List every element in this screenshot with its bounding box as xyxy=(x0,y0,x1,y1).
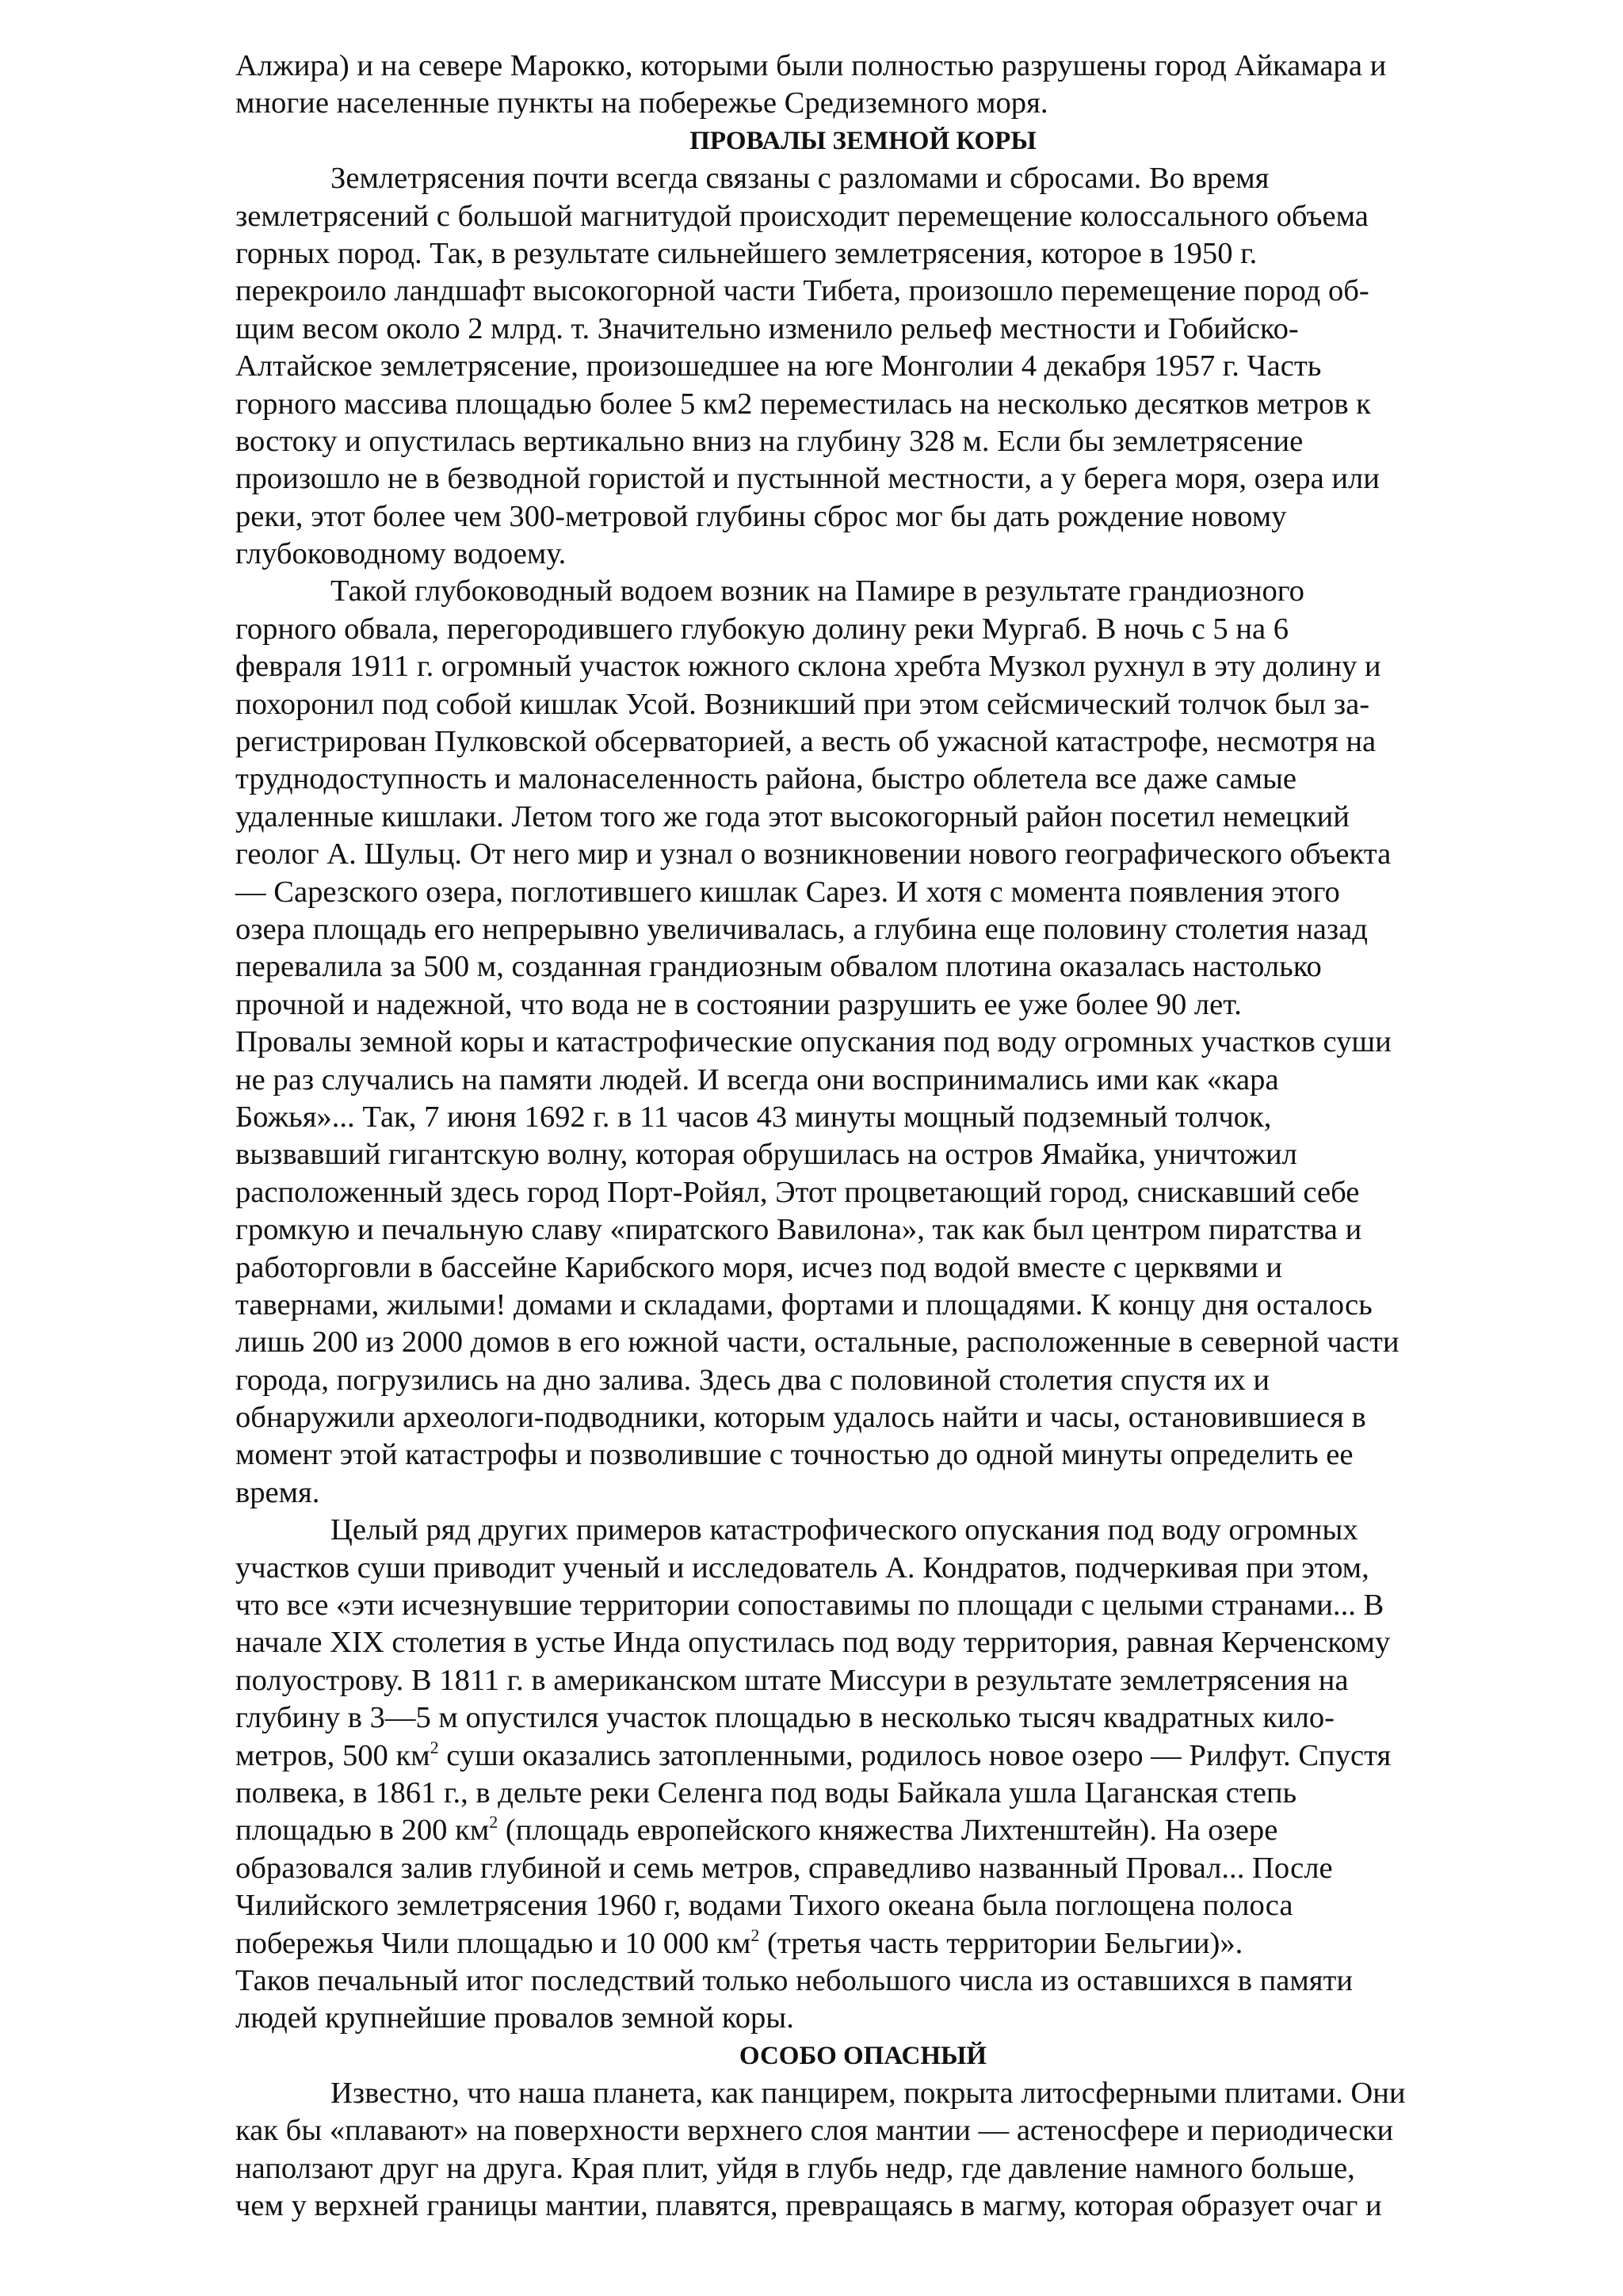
text-fragment: (площадь европейского княжества Лихтенштейн). На озере xyxy=(498,1814,1278,1848)
text-line xyxy=(235,1812,1491,1849)
text-line: расположенный здесь город Порт-Ройял, Этот процветающий город, снискавший себе xyxy=(235,1175,1360,1209)
text-line: удаленные кишлаки. Летом того же года этот высокогорный район посетил немецкий xyxy=(235,799,1350,833)
text-line: труднодоступность и малонаселенность района, быстро облетела все даже самые xyxy=(235,762,1297,796)
text-line xyxy=(235,1925,1491,1962)
text-line: озера площадь его непрерывно увеличивалась, а глубина еще половину столетия назад xyxy=(235,912,1368,946)
superscript: 2 xyxy=(430,1737,439,1757)
text-line: Алтайское землетрясение, произошедшее на юге Монголии 4 декабря 1957 г. Часть xyxy=(235,349,1322,383)
text-line: похоронил под собой кишлак Усой. Возникший при этом сейсмический толчок был за- xyxy=(235,687,1370,721)
text-line: горных пород. Так, в результате сильнейшего землетрясения, которое в 1950 г. xyxy=(235,236,1258,270)
text-line: — Сарезского озера, поглотившего кишлак Сарез. И хотя с момента появления этого xyxy=(235,875,1340,909)
text-fragment: (третья часть территории Бельгии)». xyxy=(759,1926,1243,1960)
paragraph-kondratov-examples xyxy=(235,1512,1491,1962)
section-heading-especially-dangerous: ОСОБО ОПАСНЫЙ xyxy=(739,2041,987,2070)
text-line: февраля 1911 г. огромный участок южного склона хребта Музкол рухнул в эту долину и xyxy=(235,650,1381,684)
superscript: 2 xyxy=(489,1812,498,1833)
text-line xyxy=(235,1737,1491,1775)
text-line: громкую и печальную славу «пиратского Вавилона», так как был центром пиратства и xyxy=(235,1213,1362,1247)
text-line: как бы «плавают» на поверхности верхнего слоя мантии — астеносфере и периодически xyxy=(235,2114,1394,2148)
text-line: что все «эти исчезнувшие территории сопоставимы по площади с целыми странами... В xyxy=(235,1589,1384,1623)
document-page xyxy=(235,48,1491,2225)
superscript: 2 xyxy=(750,1924,760,1945)
text-line: глубоководному водоему. xyxy=(235,537,567,571)
text-line: города, погрузились на дно залива. Здесь два с половиной столетия спустя их и xyxy=(235,1363,1270,1397)
text-line: многие населенные пункты на побережье Средиземного моря. xyxy=(235,86,1048,120)
text-line: полвека, в 1861 г., в дельте реки Селенга под воды Байкала ушла Цаганская степь xyxy=(235,1775,1297,1810)
text-line: щим весом около 2 млрд. т. Значительно изменило рельеф местности и Гобийско- xyxy=(235,311,1299,345)
paragraph-summary xyxy=(235,1962,1491,2038)
intro-paragraph xyxy=(235,48,1491,123)
text-line: геолог А. Шульц. От него мир и узнал о возникновении нового географического объекта xyxy=(235,837,1392,871)
text-line: начале XIX столетия в устье Инда опустилась под воду территория, равная Керченскому xyxy=(235,1626,1391,1660)
text-fragment: метров, 500 км xyxy=(235,1738,430,1772)
text-line: землетрясений с большой магнитудой происходит перемещение колоссального объема xyxy=(235,199,1369,233)
paragraph-lithospheric-plates xyxy=(235,2075,1491,2225)
text-line: востоку и опустилась вертикально вниз на глубину 328 м. Если бы землетрясение xyxy=(235,424,1304,458)
text-fragment: площадью в 200 км xyxy=(235,1814,490,1848)
text-line: обнаружили археологи-подводники, которым удалось найти и часы, остановившиеся в xyxy=(235,1401,1366,1435)
text-line: наползают друг на друга. Края плит, уйдя в глубь недр, где давление намного больше, xyxy=(235,2151,1355,2185)
paragraph-earthquakes-faults xyxy=(235,160,1491,573)
text-line: Алжира) и на севере Марокко, которыми были полностью разрушены город Айкамара и xyxy=(235,49,1387,82)
text-line: горного обвала, перегородившего глубокую долину реки Мургаб. В ночь с 5 на 6 xyxy=(235,612,1289,646)
text-line: глубину в 3—5 м опустился участок площадью в несколько тысяч квадратных кило- xyxy=(235,1701,1335,1735)
text-line: лишь 200 из 2000 домов в его южной части, остальные, расположенные в северной части xyxy=(235,1325,1400,1360)
text-line: образовался залив глубиной и семь метров, справедливо названный Провал... После xyxy=(235,1851,1333,1885)
paragraph-port-royal xyxy=(235,1024,1491,1512)
text-line: Известно, что наша планета, как панцирем, покрыта литосферными плитами. Они xyxy=(330,2077,1406,2111)
text-line: Божья»... Так, 7 июня 1692 г. в 11 часов 43 минуты мощный подземный толчок, xyxy=(235,1100,1272,1134)
section-heading-crust-collapses: ПРОВАЛЫ ЗЕМНОЙ КОРЫ xyxy=(689,126,1037,155)
text-line: перевалила за 500 м, созданная грандиозным обвалом плотина оказалась настолько xyxy=(235,950,1322,984)
text-line: регистрирован Пулковской обсерваторией, а весть об ужасной катастрофе, несмотря на xyxy=(235,725,1377,759)
text-line: Целый ряд других примеров катастрофического опускания под воду огромных xyxy=(330,1513,1358,1547)
text-line: реки, этот более чем 300-метровой глубины сброс мог бы дать рождение новому xyxy=(235,499,1287,533)
text-line: тавернами, жилыми! домами и складами, фортами и площадями. К концу дня осталось xyxy=(235,1287,1373,1322)
text-line: людей крупнейшие провалов земной коры. xyxy=(235,2001,794,2035)
text-line: перекроило ландшафт высокогорной части Тибета, произошло перемещение пород об- xyxy=(235,274,1369,308)
text-line: Провалы земной коры и катастрофические опускания под воду огромных участков суши xyxy=(235,1025,1392,1059)
text-line: момент этой катастрофы и позволившие с точностью до одной минуты определить ее xyxy=(235,1438,1354,1472)
text-line: участков суши приводит ученый и исследователь А. Кондратов, подчеркивая при этом, xyxy=(235,1550,1369,1585)
text-line: произошло не в безводной гористой и пустынной местности, а у берега моря, озера или xyxy=(235,462,1380,496)
text-line: работорговли в бассейне Карибского моря, исчез под водой вместе с церквями и xyxy=(235,1250,1283,1284)
text-fragment: суши оказались затопленными, родилось новое озеро — Рилфут. Спустя xyxy=(438,1738,1392,1772)
text-line: Такой глубоководный водоем возник на Памире в результате грандиозного xyxy=(330,574,1304,608)
paragraph-sarez-lake xyxy=(235,573,1491,1024)
text-line: чем у верхней границы мантии, плавятся, превращаясь в магму, которая образует очаг и xyxy=(235,2189,1382,2223)
text-line: прочной и надежной, что вода не в состоянии разрушить ее уже более 90 лет. xyxy=(235,987,1242,1021)
text-line: вызвавший гигантскую волну, которая обрушилась на остров Ямайка, уничтожил xyxy=(235,1138,1297,1172)
text-line: полуострову. В 1811 г. в американском штате Миссури в результате землетрясения на xyxy=(235,1663,1349,1697)
text-line: горного массива площадью более 5 км2 переместилась на несколько десятков метров к xyxy=(235,387,1371,421)
text-fragment: побережья Чили площадью и 10 000 км xyxy=(235,1926,751,1960)
text-line: не раз случались на памяти людей. И всегда они воспринимались ими как «кара xyxy=(235,1062,1279,1097)
text-line: время. xyxy=(235,1475,320,1509)
text-line: Землетрясения почти всегда связаны с разломами и сбросами. Во время xyxy=(330,162,1270,196)
text-line: Таков печальный итог последствий только небольшого числа из оставшихся в памяти xyxy=(235,1963,1354,1997)
text-line: Чилийского землетрясения 1960 г, водами Тихого океана была поглощена полоса xyxy=(235,1889,1293,1923)
